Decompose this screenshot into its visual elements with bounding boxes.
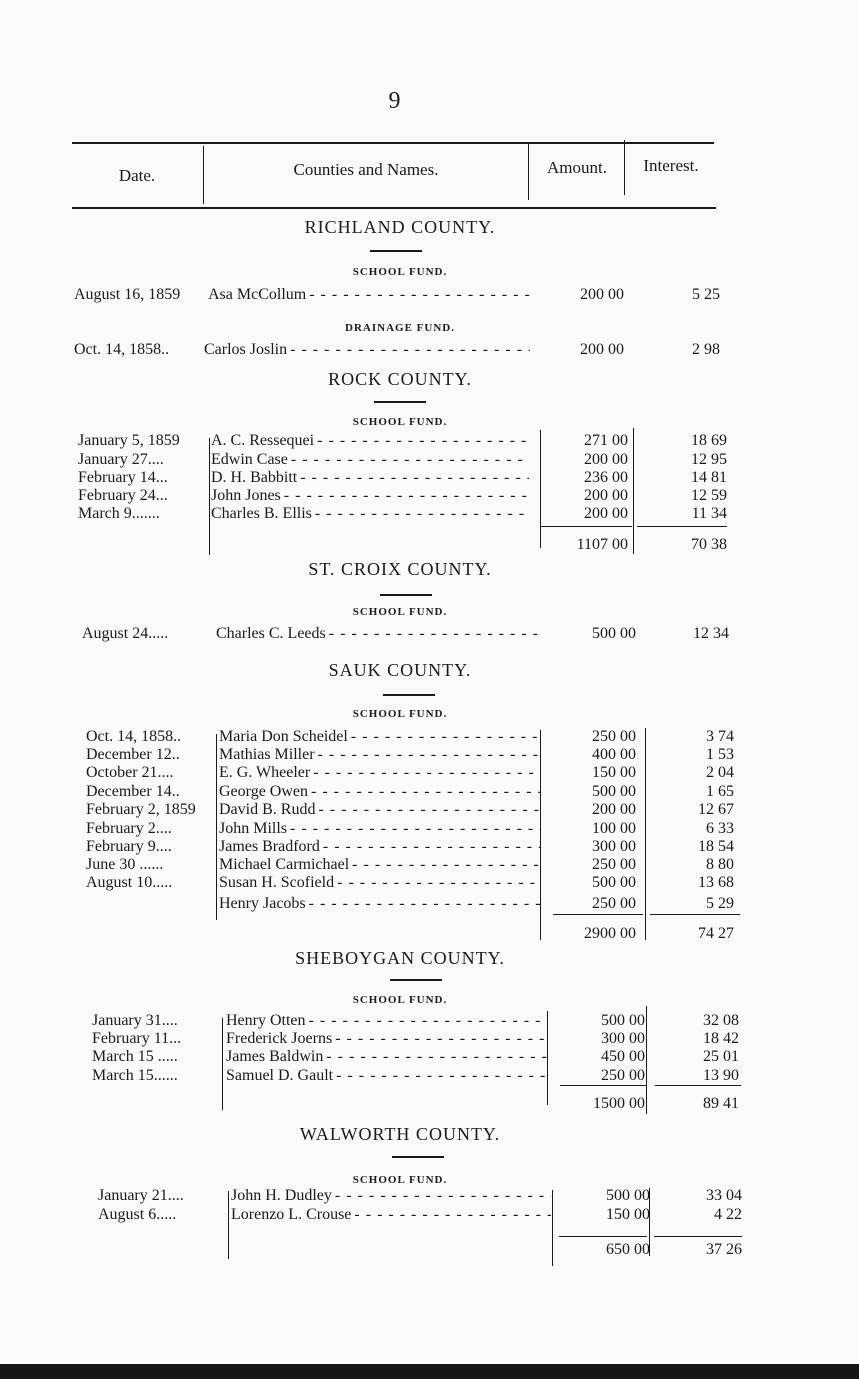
ledger-row	[0, 487, 800, 505]
dot-leader	[336, 1067, 548, 1085]
entry-interest: 2 98	[692, 341, 720, 358]
entry-amount: 400 00	[592, 746, 636, 763]
ledger-row	[0, 1187, 800, 1205]
entry-amount: 500 00	[592, 783, 636, 800]
entry-interest: 11 34	[691, 505, 727, 522]
dot-leader	[352, 856, 541, 874]
entry-name: David B. Rudd	[219, 801, 316, 818]
column-rule	[216, 734, 217, 920]
entry-interest: 14 81	[691, 469, 727, 486]
dot-leader	[326, 1048, 548, 1066]
ledger-row	[0, 1067, 800, 1085]
entry-date: March 15......	[92, 1067, 178, 1084]
county-heading: SHEBOYGAN COUNTY.	[295, 948, 505, 968]
entry-interest: 8 80	[706, 856, 734, 873]
entry-date: January 21....	[98, 1187, 184, 1204]
entry-interest: 12 34	[693, 625, 729, 642]
total-row	[0, 1241, 800, 1259]
dot-leader	[315, 505, 529, 523]
entry-name: Maria Don Scheidel	[219, 728, 348, 745]
ledger-row	[0, 783, 800, 801]
ledger-row	[0, 746, 800, 764]
dot-leader	[323, 838, 541, 856]
entry-name-cell	[219, 746, 541, 764]
total-amount: 2900 00	[584, 925, 636, 942]
entry-interest: 1 53	[706, 746, 734, 763]
entry-date: February 14...	[78, 469, 168, 486]
ledger-row	[0, 1206, 800, 1224]
entry-date: December 14..	[86, 783, 180, 800]
total-interest: 89 41	[703, 1095, 739, 1112]
header-divider	[203, 146, 204, 204]
entry-name: John Jones	[211, 487, 281, 504]
header-divider	[624, 140, 625, 195]
entry-date: December 12..	[86, 746, 180, 763]
ledger-row	[0, 432, 800, 450]
entry-date: August 24.....	[82, 625, 169, 642]
entry-name-cell	[231, 1187, 551, 1205]
ledger-row	[0, 728, 800, 746]
fund-heading: DRAINAGE FUND.	[345, 322, 455, 334]
entry-name: Carlos Joslin	[204, 341, 288, 358]
county-heading: ROCK COUNTY.	[328, 369, 472, 389]
entry-name-cell	[226, 1012, 548, 1030]
entry-name: E. G. Wheeler	[219, 764, 311, 781]
entry-interest: 2 04	[706, 764, 734, 781]
entry-name-cell	[219, 838, 541, 856]
entry-name-cell	[226, 1030, 548, 1048]
ledger-row	[0, 874, 800, 892]
total-rule	[654, 1236, 742, 1237]
entry-name-cell	[219, 820, 541, 838]
entry-amount: 500 00	[592, 874, 636, 891]
entry-amount: 450 00	[601, 1048, 645, 1065]
entry-interest: 5 25	[692, 286, 720, 303]
entry-amount: 271 00	[584, 432, 628, 449]
entry-interest: 18 69	[691, 432, 727, 449]
entry-name: Asa McCollum	[208, 286, 307, 303]
county-rule	[370, 250, 422, 252]
county-rule	[380, 594, 432, 596]
header-divider	[528, 142, 529, 200]
total-row	[0, 536, 800, 554]
page-edge-shadow	[0, 1364, 859, 1379]
entry-interest: 6 33	[706, 820, 734, 837]
county-rule	[374, 401, 426, 403]
entry-date: August 16, 1859	[74, 286, 181, 303]
county-rule	[390, 979, 442, 981]
dot-leader	[317, 432, 529, 450]
entry-amount: 200 00	[592, 801, 636, 818]
entry-amount: 150 00	[606, 1206, 650, 1223]
entry-name: Charles C. Leeds	[216, 625, 326, 642]
entry-name: Henry Otten	[226, 1012, 306, 1029]
ledger-row	[0, 856, 800, 874]
fund-heading: SCHOOL FUND.	[352, 266, 448, 278]
entry-interest: 4 22	[714, 1206, 742, 1223]
entry-name-cell	[219, 764, 541, 782]
entry-name: John Mills	[219, 820, 288, 837]
fund-heading: SCHOOL FUND.	[352, 994, 448, 1006]
ledger-row	[0, 505, 800, 523]
ledger-row	[0, 451, 800, 469]
entry-amount: 200 00	[580, 341, 624, 358]
column-header-date: Date.	[118, 166, 156, 185]
entry-interest: 3 74	[706, 728, 734, 745]
entry-name-cell	[211, 469, 529, 487]
entry-amount: 200 00	[584, 487, 628, 504]
entry-name-cell	[226, 1067, 548, 1085]
entry-name-cell	[204, 341, 530, 359]
ledger-row	[0, 895, 800, 913]
entry-name: Charles B. Ellis	[211, 505, 312, 522]
county-heading: ST. CROIX COUNTY.	[308, 559, 492, 579]
dot-leader	[335, 1030, 548, 1048]
entry-name-cell	[219, 856, 541, 874]
entry-interest: 12 59	[691, 487, 727, 504]
dot-leader	[300, 469, 529, 487]
entry-amount: 250 00	[601, 1067, 645, 1084]
dot-leader	[318, 746, 541, 764]
entry-date: June 30 ......	[86, 856, 164, 873]
ledger-row	[0, 1012, 800, 1030]
fund-heading: SCHOOL FUND.	[352, 416, 448, 428]
dot-leader	[309, 895, 541, 913]
entry-name-cell	[226, 1048, 548, 1066]
entry-interest: 33 04	[706, 1187, 742, 1204]
total-rule	[650, 914, 740, 915]
total-amount: 1500 00	[593, 1095, 645, 1112]
ledger-row	[0, 764, 800, 782]
dot-leader	[318, 801, 541, 819]
entry-amount: 250 00	[592, 856, 636, 873]
dot-leader	[329, 625, 538, 643]
entry-date: February 2, 1859	[86, 801, 196, 818]
total-interest: 74 27	[698, 925, 734, 942]
ledger-row	[0, 801, 800, 819]
entry-date: October 21....	[86, 764, 174, 781]
entry-date: February 2....	[86, 820, 172, 837]
ledger-row	[0, 341, 800, 359]
entry-interest: 13 90	[703, 1067, 739, 1084]
total-row	[0, 925, 800, 943]
total-rule	[637, 526, 727, 527]
entry-name: George Owen	[219, 783, 309, 800]
entry-name: Lorenzo L. Crouse	[231, 1206, 352, 1223]
dot-leader	[354, 1206, 551, 1224]
entry-date: Oct. 14, 1858..	[74, 341, 170, 358]
ledger-row	[0, 1048, 800, 1066]
dot-leader	[309, 286, 530, 304]
entry-amount: 150 00	[592, 764, 636, 781]
total-row	[0, 1095, 800, 1113]
column-rule	[547, 1011, 548, 1105]
entry-amount: 250 00	[592, 728, 636, 745]
entry-name: Michael Carmichael	[219, 856, 350, 873]
dot-leader	[313, 764, 541, 782]
total-rule	[553, 914, 643, 915]
total-amount: 650 00	[606, 1241, 650, 1258]
entry-date: February 11...	[92, 1030, 182, 1047]
entry-amount: 250 00	[592, 895, 636, 912]
entry-interest: 13 68	[698, 874, 734, 891]
fund-heading: SCHOOL FUND.	[352, 1174, 448, 1186]
entry-name: James Bradford	[219, 838, 320, 855]
dot-leader	[290, 820, 541, 838]
entry-name: Samuel D. Gault	[226, 1067, 334, 1084]
entry-name-cell	[211, 451, 529, 469]
column-rule	[645, 728, 646, 940]
dot-leader	[351, 728, 541, 746]
header-top-rule	[72, 142, 714, 144]
entry-date: March 15 .....	[92, 1048, 178, 1065]
total-rule	[540, 526, 632, 527]
dot-leader	[311, 783, 541, 801]
entry-date: January 31....	[92, 1012, 178, 1029]
county-heading: SAUK COUNTY.	[328, 660, 472, 680]
entry-interest: 18 54	[698, 838, 734, 855]
entry-amount: 300 00	[592, 838, 636, 855]
column-rule	[540, 730, 541, 940]
dot-leader	[335, 1187, 551, 1205]
entry-name-cell	[231, 1206, 551, 1224]
entry-amount: 500 00	[606, 1187, 650, 1204]
entry-date: Oct. 14, 1858..	[86, 728, 182, 745]
entry-name-cell	[208, 286, 530, 304]
ledger-row	[0, 820, 800, 838]
fund-heading: SCHOOL FUND.	[352, 708, 448, 720]
entry-name: John H. Dudley	[231, 1187, 332, 1204]
total-interest: 70 38	[691, 536, 727, 553]
header-bottom-rule	[72, 207, 716, 209]
county-rule	[392, 1156, 444, 1158]
entry-date: February 9....	[86, 838, 172, 855]
dot-leader	[337, 874, 541, 892]
entry-name-cell	[216, 625, 538, 643]
entry-interest: 12 67	[698, 801, 734, 818]
total-interest: 37 26	[706, 1241, 742, 1258]
county-heading: WALWORTH COUNTY.	[299, 1124, 501, 1144]
entry-amount: 500 00	[601, 1012, 645, 1029]
entry-name: Frederick Joerns	[226, 1030, 333, 1047]
column-header-names: Counties and Names.	[293, 160, 439, 179]
dot-leader	[291, 451, 529, 469]
total-rule	[655, 1085, 741, 1086]
entry-name: Edwin Case	[211, 451, 288, 468]
entry-amount: 300 00	[601, 1030, 645, 1047]
total-rule	[559, 1236, 647, 1237]
entry-amount: 200 00	[580, 286, 624, 303]
page-number: 9	[388, 88, 401, 114]
entry-amount: 200 00	[584, 451, 628, 468]
entry-date: January 27....	[78, 451, 164, 468]
entry-amount: 236 00	[584, 469, 628, 486]
entry-name-cell	[219, 801, 541, 819]
entry-date: March 9.......	[78, 505, 160, 522]
entry-name-cell	[219, 874, 541, 892]
entry-amount: 100 00	[592, 820, 636, 837]
entry-interest: 18 42	[703, 1030, 739, 1047]
entry-amount: 500 00	[592, 625, 636, 642]
entry-name-cell	[211, 505, 529, 523]
dot-leader	[309, 1012, 548, 1030]
column-header-amount: Amount.	[547, 158, 607, 177]
dot-leader	[284, 487, 529, 505]
entry-name: A. C. Ressequei	[211, 432, 315, 449]
entry-name: Mathias Miller	[219, 746, 315, 763]
entry-name-cell	[211, 432, 529, 450]
ledger-row	[0, 625, 800, 643]
entry-date: January 5, 1859	[78, 432, 180, 449]
entry-interest: 32 08	[703, 1012, 739, 1029]
total-amount: 1107 00	[576, 536, 628, 553]
ledger-row	[0, 1030, 800, 1048]
entry-name-cell	[219, 895, 541, 913]
entry-interest: 5 29	[706, 895, 734, 912]
county-heading: RICHLAND COUNTY.	[304, 217, 496, 237]
fund-heading: SCHOOL FUND.	[352, 606, 448, 618]
entry-amount: 200 00	[584, 505, 628, 522]
entry-name: Susan H. Scofield	[219, 874, 335, 891]
entry-date: August 6.....	[98, 1206, 177, 1223]
entry-date: February 24...	[78, 487, 168, 504]
entry-interest: 12 95	[691, 451, 727, 468]
entry-name: James Baldwin	[226, 1048, 324, 1065]
ledger-row	[0, 286, 800, 304]
entry-name: Henry Jacobs	[219, 895, 306, 912]
entry-interest: 25 01	[703, 1048, 739, 1065]
entry-name-cell	[219, 783, 541, 801]
ledger-row	[0, 838, 800, 856]
entry-date: August 10.....	[86, 874, 173, 891]
entry-interest: 1 65	[706, 783, 734, 800]
column-header-interest: Interest.	[643, 156, 699, 175]
ledger-row	[0, 469, 800, 487]
county-rule	[383, 694, 435, 696]
entry-name-cell	[219, 728, 541, 746]
total-rule	[560, 1085, 646, 1086]
entry-name: D. H. Babbitt	[211, 469, 298, 486]
entry-name-cell	[211, 487, 529, 505]
column-rule	[540, 430, 541, 548]
dot-leader	[290, 341, 530, 359]
